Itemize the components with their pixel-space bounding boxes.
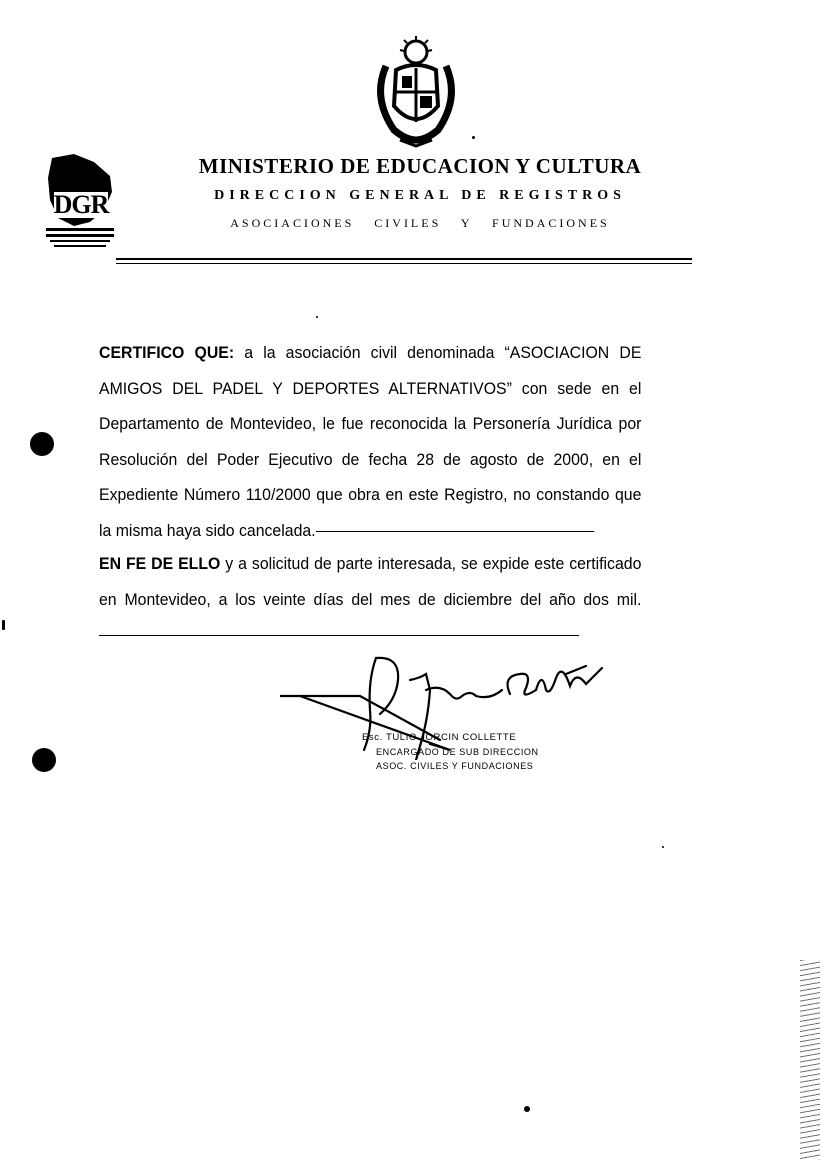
dgr-logo	[44, 152, 116, 252]
attestation-text: y a solicitud de parte interesada, se expide este certificado en Montevideo, a los veinte días del mes de diciembre del año dos mil.	[99, 555, 642, 609]
scan-speck	[472, 136, 475, 139]
coat-of-arms-icon	[366, 36, 466, 148]
certification-text: a la asociación civil denominada “ASOCIACION DE AMIGOS DEL PADEL Y DEPORTES ALTERNATIVOS” con sede en el Departamento de Montevideo, le fue reconocida la Personería Jurídica por Resolución del Poder Ejecutivo de fecha 28 de agosto de 2000, en el Expediente Número 110/2000 que obra en este Registro, no constando que la misma haya sido cancelada.	[99, 344, 642, 540]
attestation-paragraph	[99, 547, 641, 654]
signatory-name: Esc. TULIO JORCIN COLLETTE	[362, 732, 517, 743]
punch-hole-bottom	[32, 748, 56, 772]
certification-paragraph	[99, 336, 641, 549]
handwritten-signature	[280, 650, 610, 760]
direction-subtitle: DIRECCION GENERAL DE REGISTROS	[214, 188, 626, 203]
scan-speck	[2, 620, 5, 630]
ministry-title: MINISTERIO DE EDUCACION Y CULTURA	[198, 154, 642, 178]
attestation-lead: EN FE DE ELLO	[99, 555, 221, 573]
scan-speck	[524, 1106, 530, 1112]
fill-line	[316, 531, 594, 532]
scan-speck	[662, 846, 664, 848]
coat-of-arms	[366, 36, 466, 148]
scan-edge-noise	[800, 960, 820, 1160]
dgr-logo-text: DGR	[53, 190, 109, 219]
header-rule-bottom	[116, 263, 692, 264]
signature-block	[280, 650, 610, 780]
signatory-role: ENCARGADO DE SUB DIRECCION	[376, 747, 539, 757]
signatory-unit: ASOC. CIVILES Y FUNDACIONES	[376, 761, 534, 771]
fill-line	[99, 635, 579, 636]
department-subtitle: ASOCIACIONES CIVILES Y FUNDACIONES	[230, 216, 610, 230]
scan-speck	[316, 316, 318, 318]
certification-lead: CERTIFICO QUE:	[99, 344, 235, 362]
punch-hole-top	[30, 432, 54, 456]
header-rule-top	[116, 258, 692, 260]
